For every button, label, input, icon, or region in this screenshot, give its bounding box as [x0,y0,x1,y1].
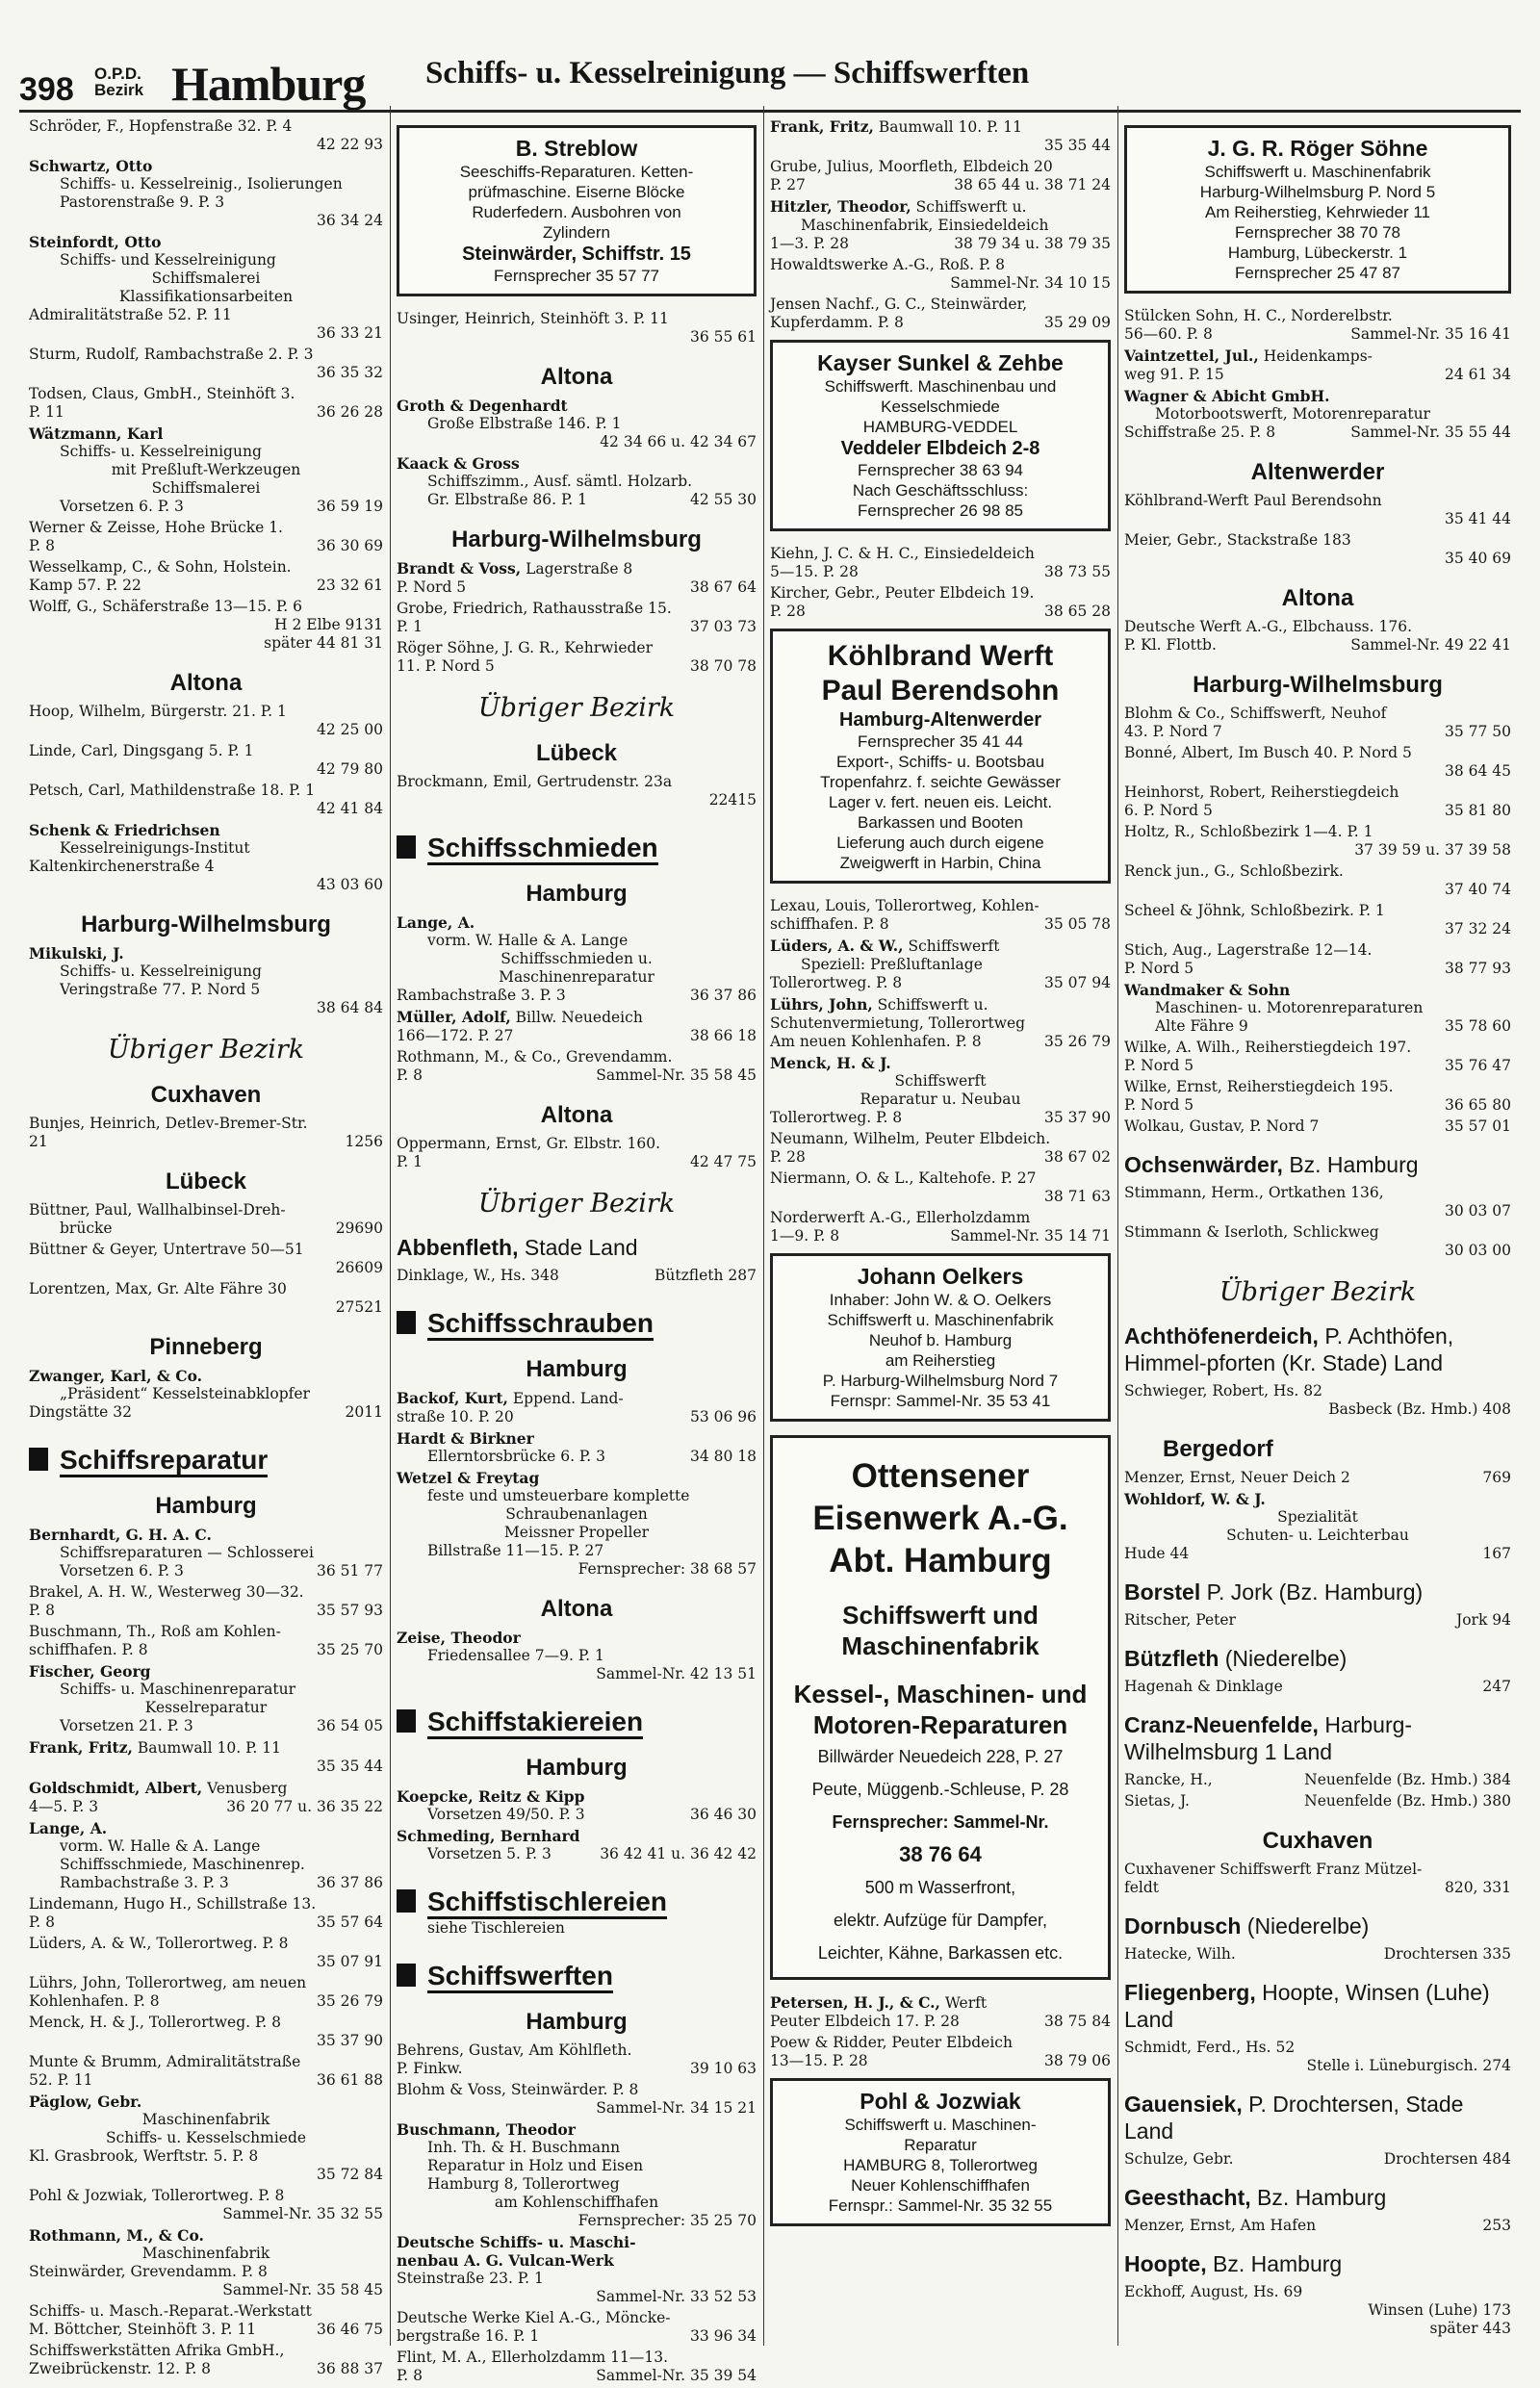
listing-entry: Kircher, Gebr., Peuter Elbdeich 19. P. 28 38 65 28 [770,584,1111,620]
listing-entry: Päglow, Gebr. Maschinenfabrik Schiffs- u. Kesselschmiede Kl. Grasbrook, Werftstr. 5. P. 8 35 72 84 [29,2093,383,2183]
advertisement-roeger-soehne: J. G. R. Röger Söhne Schiffswerft u. Maschinenfabrik Harburg-Wilhelmsburg P. Nord 5 Am Reiherstieg, Kehrwieder 11 Fernsprecher 38 70 78 Hamburg, Lübeckerstr. 1 Fernsprecher 25 47 87 [1124,125,1511,294]
listing-entry: Rothmann, M., & Co., Grevendamm. P. 8 Sammel-Nr. 35 58 45 [397,1048,757,1084]
category-heading: Schiffsschrauben [397,1308,757,1339]
listing-entry: Schröder, F., Hopfenstraße 32. P. 4 42 22 93 [29,117,383,153]
listing-entry: Koepcke, Reitz & Kipp Vorsetzen 49/50. P. 3 36 46 30 [397,1787,757,1823]
listing-entry: Sietas, J. Neuenfelde (Bz. Hmb.) 380 [1124,1792,1511,1810]
square-bullet-icon [29,1448,48,1471]
listing-entry: Zwanger, Karl, & Co. „Präsident“ Kesselsteinabklopfer Dingstätte 32 2011 [29,1367,383,1421]
opd-label: O.P.D. [94,64,141,83]
listing-entry: Blohm & Co., Schiffswerft, Neuhof 43. P. Nord 7 35 77 50 [1124,705,1511,740]
listing-entry: Wolff, G., Schäferstraße 13—15. P. 6 H 2 Elbe 9131 später 44 81 31 [29,598,383,652]
bezirk-label: Bezirk [94,81,144,99]
listing-entry: Petsch, Carl, Mathildenstraße 18. P. 1 42 41 84 [29,782,383,817]
column-1 [29,117,383,2381]
place-heading: Altona [169,670,243,696]
listing-entry: Hardt & Birkner Ellerntorsbrücke 6. P. 3 34 80 18 [397,1429,757,1465]
listing-entry: Eckhoff, August, Hs. 69 Winsen (Luhe) 173 später 443 [1124,2283,1511,2337]
listing-entry: Renck jun., G., Schloßbezirk. 37 40 74 [1124,862,1511,898]
place-heading: Altona [1281,585,1354,611]
listing-entry: Goldschmidt, Albert, Venusberg 4—5. P. 3 36 20 77 u. 36 35 22 [29,1779,383,1815]
listing-entry: Lindemann, Hugo H., Schillstraße 13. P. 8 35 57 64 [29,1895,383,1931]
listing-entry: Schiffswerkstätten Afrika GmbH., Zweibrückenstr. 12. P. 8 36 88 37 [29,2342,383,2377]
place-heading: Dornbusch (Niederelbe) [1124,1913,1370,1939]
square-bullet-icon [397,1311,416,1334]
district-label [94,65,143,98]
listing-entry: Menzer, Ernst, Am Hafen 253 [1124,2217,1511,2234]
listing-entry: Wilke, A. Wilh., Reiherstiegdeich 197. P. Nord 5 35 76 47 [1124,1039,1511,1074]
listing-entry: Fischer, Georg Schiffs- u. Maschinenreparatur Kesselreparatur Vorsetzen 21. P. 3 36 54 05 [29,1662,383,1734]
place-heading: Hamburg [526,881,628,907]
category-heading: Schiffsschmieden [397,833,757,863]
listing-entry: Stich, Aug., Lagerstraße 12—14. P. Nord 5 38 77 93 [1124,941,1511,977]
category-heading: Schiffsreparatur [29,1445,383,1476]
listing-entry: Grube, Julius, Moorfleth, Elbdeich 20 P. 27 38 65 44 u. 38 71 24 [770,158,1111,193]
listing-entry: Schwieger, Robert, Hs. 82 Basbeck (Bz. Hmb.) 408 [1124,1382,1511,1418]
listing-entry: Blohm & Voss, Steinwärder. P. 8 Sammel-Nr. 34 15 21 [397,2081,757,2117]
listing-entry: Meier, Gebr., Stackstraße 183 35 40 69 [1124,531,1511,567]
listing-entry: Rancke, H., Neuenfelde (Bz. Hmb.) 384 [1124,1771,1511,1788]
column-4 [1124,117,1511,2341]
listing-entry: Petersen, H. J., & C., Werft Peuter Elbdeich 17. P. 28 38 75 84 [770,1993,1111,2030]
place-heading: Geesthacht, Bz. Hamburg [1124,2185,1387,2210]
place-heading: Altenwerder [1250,459,1385,485]
region-heading: Übriger Bezirk [1219,1277,1417,1307]
listing-entry: Büttner & Geyer, Untertrave 50—51 26609 [29,1241,383,1276]
listing-entry: Jensen Nachf., G. C., Steinwärder, Kupferdamm. P. 8 35 29 09 [770,295,1111,331]
listing-entry: Menck, H. & J., Tollerortweg. P. 8 35 37 90 [29,2014,383,2049]
place-heading: Altona [540,1102,613,1128]
place-heading: Pinneberg [149,1334,263,1360]
listing-entry: Stimmann & Iserloth, Schlickweg 30 03 00 [1124,1223,1511,1259]
city-title: Hamburg [171,57,366,111]
category-heading: Schiffstakiereien [397,1707,757,1737]
listing-entry: Bunjes, Heinrich, Detlev-Bremer-Str. 21 1256 [29,1115,383,1150]
listing-entry: Werner & Zeisse, Hohe Brücke 1. P. 8 36 30 69 [29,519,383,554]
place-heading: Borstel P. Jork (Bz. Hamburg) [1124,1579,1424,1605]
place-heading: Achthöfenerdeich, P. Achthöfen, Himmel-pforten (Kr. Stade) Land [1124,1323,1454,1375]
listing-entry: Grobe, Friedrich, Rathausstraße 15. P. 1 37 03 73 [397,600,757,635]
listing-entry: Stülcken Sohn, H. C., Norderelbstr. 56—60. P. 8 Sammel-Nr. 35 16 41 [1124,307,1511,343]
advertisement-streblow: B. Streblow Seeschiffs-Reparaturen. Ketten- prüfmaschine. Eiserne Blöcke Ruderfedern. Ausbohren von Zylindern Steinwärder, Schiffstr. 15 Fernsprecher 35 57 77 [397,125,757,296]
place-heading: Hoopte, Bz. Hamburg [1124,2251,1343,2276]
listing-entry: Hagenah & Dinklage 247 [1124,1678,1511,1695]
square-bullet-icon [397,1889,416,1913]
advertisement-ottensener-eisenwerk: Ottensener Eisenwerk A.-G. Abt. Hamburg Schiffswerft und Maschinenfabrik Kessel-, Maschinen- und Motoren-Reparaturen Billwärder Neuedeich 228, P. 27 Peute, Müggenb.-Schleuse, P. 28 Fernsprecher: Sammel-Nr. 38 76 64 500 m Wasserfront, elektr. Aufzüge für Dampfer, Leichter, Kähne, Barkassen etc. [770,1435,1111,1980]
listing-entry: Schulze, Gebr. Drochtersen 484 [1124,2150,1511,2168]
listing-entry: Köhlbrand-Werft Paul Berendsohn 35 41 44 [1124,492,1511,527]
listing-entry: Wetzel & Freytag feste und umsteuerbare komplette Schraubenanlagen Meissner Propeller Billstraße 11—15. P. 27 Fernsprecher: 38 68 57 [397,1469,757,1578]
listing-entry: Heinhorst, Robert, Reiherstiegdeich 6. P. Nord 5 35 81 80 [1124,783,1511,819]
place-heading: Harburg-Wilhelmsburg [81,912,331,937]
page-number: 398 [19,71,74,108]
listing-entry: Wesselkamp, C., & Sohn, Holstein. Kamp 57. P. 22 23 32 61 [29,558,383,594]
advertisement-johann-oelkers: Johann Oelkers Inhaber: John W. & O. Oelkers Schiffswerft u. Maschinenfabrik Neuhof b. Hamburg am Reiherstieg P. Harburg-Wilhelmsburg Nord 7 Fernspr: Sammel-Nr. 35 53 41 [770,1253,1111,1422]
place-heading: Harburg-Wilhelmsburg [1193,672,1443,698]
listing-entry: Büttner, Paul, Wallhalbinsel-Dreh- brücke 29690 [29,1201,383,1237]
listing-entry: Behrens, Gustav, Am Köhlfleth. P. Finkw. 39 10 63 [397,2041,757,2077]
page-header [19,50,1521,113]
listing-entry: Wilke, Ernst, Reiherstiegdeich 195. P. Nord 5 36 65 80 [1124,1078,1511,1114]
listing-entry: Rothmann, M., & Co. Maschinenfabrik Steinwärder, Grevendamm. P. 8 Sammel-Nr. 35 58 45 [29,2226,383,2298]
listing-entry: Wagner & Abicht GmbH. Motorbootswerft, Motorenreparatur Schiffstraße 25. P. 8 Sammel-Nr. 35 55 44 [1124,387,1511,441]
listing-entry: Cuxhavener Schiffswerft Franz Mützel- feldt 820, 331 [1124,1861,1511,1896]
listing-entry: Munte & Brumm, Admiralitätstraße 52. P. 11 36 61 88 [29,2053,383,2089]
cross-reference: siehe Tischlereien [427,1919,565,1937]
listing-entry: Vaintzettel, Jul., Heidenkamps- weg 91. P. 15 24 61 34 [1124,347,1511,383]
listing-entry: Neumann, Wilhelm, Peuter Elbdeich. P. 28 38 67 02 [770,1130,1111,1166]
place-heading: Harburg-Wilhelmsburg [451,526,702,552]
region-heading: Übriger Bezirk [477,1189,676,1219]
listing-entry: Deutsche Werke Kiel A.-G., Möncke- bergstraße 16. P. 1 33 96 34 [397,2309,757,2345]
square-bullet-icon [397,835,416,859]
place-heading: Ochsenwärder, Bz. Hamburg [1124,1152,1419,1177]
listing-entry: Steinfordt, Otto Schiffs- und Kesselreinigung Schiffsmalerei Klassifikationsarbeiten Admiralitätstraße 52. P. 11 36 33 21 [29,233,383,342]
listing-entry: Lexau, Louis, Tollerortweg, Kohlen- schiffhafen. P. 8 35 05 78 [770,897,1111,933]
listing-entry: Lührs, John, Schiffswerft u. Schutenvermietung, Tollerortweg Am neuen Kohlenhafen. P. 8 35 26 79 [770,995,1111,1050]
listing-entry: Brockmann, Emil, Gertrudenstr. 23a 22415 [397,773,757,809]
section-title: Schiffs- u. Kesselreinigung — Schiffswerften [425,56,1030,90]
listing-entry: Deutsche Schiffs- u. Maschi- nenbau A. G. Vulcan-Werk Steinstraße 23. P. 1 Sammel-Nr. 33 52 53 [397,2233,757,2305]
listing-entry: Lange, A. vorm. W. Halle & A. Lange Schiffsschmieden u. Maschinenreparatur Rambachstraße 3. P. 3 36 37 86 [397,913,757,1004]
listing-entry: Frank, Fritz, Baumwall 10. P. 11 35 35 44 [29,1738,383,1775]
listing-entry: Howaldtswerke A.-G., Roß. P. 8 Sammel-Nr. 34 10 15 [770,256,1111,292]
listing-entry: Schmidt, Ferd., Hs. 52 Stelle i. Lüneburgisch. 274 [1124,2039,1511,2074]
listing-entry: Schenk & Friedrichsen Kesselreinigungs-Institut Kaltenkirchenerstraße 4 43 03 60 [29,821,383,893]
column-divider [1117,106,1118,2346]
listing-entry: Stimmann, Herm., Ortkathen 136, 30 03 07 [1124,1184,1511,1220]
listing-entry: Lüders, A. & W., Tollerortweg. P. 8 35 07 91 [29,1935,383,1970]
listing-entry: Sturm, Rudolf, Rambachstraße 2. P. 3 36 35 32 [29,346,383,381]
region-heading: Übriger Bezirk [107,1035,305,1065]
place-heading: Altona [540,364,613,390]
listing-entry: Schiffs- u. Masch.-Reparat.-Werkstatt M. Böttcher, Steinhöft 3. P. 11 36 46 75 [29,2302,383,2338]
listing-entry: Wolkau, Gustav, P. Nord 7 35 57 01 [1124,1117,1511,1135]
place-heading: Hamburg [526,1755,628,1781]
category-heading: Schiffstischlereien [397,1887,757,1917]
place-heading: Abbenfleth, Stade Land [397,1235,638,1260]
advertisement-kayser-sunkel-zehbe: Kayser Sunkel & Zehbe Schiffswerft. Maschinenbau und Kesselschmiede HAMBURG-VEDDEL Veddeler Elbdeich 2-8 Fernsprecher 38 63 94 Nach Geschäftsschluss: Fernsprecher 26 98 85 [770,340,1111,531]
listing-entry: Usinger, Heinrich, Steinhöft 3. P. 11 36 55 61 [397,310,757,346]
listing-entry: Bernhardt, G. H. A. C. Schiffsreparaturen — Schlosserei Vorsetzen 6. P. 3 36 51 77 [29,1526,383,1579]
place-heading: Cuxhaven [1262,1828,1373,1854]
column-divider [390,106,391,2346]
listing-entry: Wätzmann, Karl Schiffs- u. Kesselreinigung mit Preßluft-Werkzeugen Schiffsmalerei Vorsetzen 6. P. 3 36 59 19 [29,424,383,515]
category-heading: Schiffswerften [397,1961,757,1991]
listing-entry: Hoop, Wilhelm, Bürgerstr. 21. P. 1 42 25 00 [29,703,383,738]
place-heading: Altona [540,1596,613,1622]
listing-entry: Menck, H. & J. Schiffswerft Reparatur u. Neubau Tollerortweg. P. 8 35 37 90 [770,1054,1111,1126]
listing-entry: Kaack & Gross Schiffszimm., Ausf. sämtl. Holzarb. Gr. Elbstraße 86. P. 1 42 55 30 [397,454,757,508]
listing-entry: Oppermann, Ernst, Gr. Elbstr. 160. P. 1 42 47 75 [397,1135,757,1170]
listing-entry: Ritscher, Peter Jork 94 [1124,1611,1511,1629]
region-heading: Übriger Bezirk [477,693,676,723]
place-heading: Lübeck [535,740,618,766]
listing-entry: Scheel & Jöhnk, Schloßbezirk. P. 1 37 32 24 [1124,902,1511,937]
listing-entry: Menzer, Ernst, Neuer Deich 2 769 [1124,1469,1511,1486]
listing-entry: Deutsche Werft A.-G., Elbchauss. 176. P. Kl. Flottb. Sammel-Nr. 49 22 41 [1124,618,1511,654]
place-heading: Hamburg [526,1356,628,1382]
advertisement-pohl-jozwiak: Pohl & Jozwiak Schiffswerft u. Maschinen- Reparatur HAMBURG 8, Tollerortweg Neuer Kohlenschiffhafen Fernspr.: Sammel-Nr. 35 32 55 [770,2078,1111,2226]
place-heading: Cuxhaven [150,1082,262,1108]
listing-entry: Norderwerft A.-G., Ellerholzdamm 1—9. P. 8 Sammel-Nr. 35 14 71 [770,1209,1111,1245]
listing-entry: Kiehn, J. C. & H. C., Einsiedeldeich 5—15. P. 28 38 73 55 [770,545,1111,580]
listing-entry: Lorentzen, Max, Gr. Alte Fähre 30 27521 [29,1280,383,1316]
listing-entry: Bonné, Albert, Im Busch 40. P. Nord 5 38 64 45 [1124,744,1511,780]
listing-entry: Pohl & Jozwiak, Tollerortweg. P. 8 Sammel-Nr. 35 32 55 [29,2187,383,2222]
place-heading: Fliegenberg, Hoopte, Winsen (Luhe) Land [1124,1980,1490,2032]
listing-entry: Zeise, Theodor Friedensallee 7—9. P. 1 Sammel-Nr. 42 13 51 [397,1629,757,1682]
listing-entry: Hitzler, Theodor, Schiffswerft u. Maschinenfabrik, Einsiedeldeich 1—3. P. 28 38 79 34 u. 38 79 35 [770,197,1111,252]
listing-entry: Groth & Degenhardt Große Elbstraße 146. P. 1 42 34 66 u. 42 34 67 [397,397,757,450]
listing-entry: Todsen, Claus, GmbH., Steinhöft 3. P. 11 36 26 28 [29,385,383,421]
place-heading: Gauensiek, P. Drochtersen, Stade Land [1124,2092,1464,2144]
column-2 [397,117,757,2388]
listing-entry: Lange, A. vorm. W. Halle & A. Lange Schiffsschmiede, Maschinenrep. Rambachstraße 3. P. 3 36 37 86 [29,1819,383,1891]
listing-entry: Poew & Ridder, Peuter Elbdeich 13—15. P. 28 38 79 06 [770,2034,1111,2069]
place-heading: Lübeck [165,1168,247,1194]
listing-entry: Wohldorf, W. & J. Spezialität Schuten- u. Leichterbau Hude 44 167 [1124,1490,1511,1562]
listing-entry: Lührs, John, Tollerortweg, am neuen Kohlenhafen. P. 8 35 26 79 [29,1974,383,2010]
place-heading: Hamburg [155,1493,257,1519]
advertisement-koehlbrand-werft: Köhlbrand Werft Paul Berendsohn Hamburg-Altenwerder Fernsprecher 35 41 44 Export-, Schiffs- u. Bootsbau Tropenfahrz. f. seichte Gewässer Lager v. fert. neuen eis. Leicht. Barkassen und Booten Lieferung auch durch eigene Zweigwerft in Harbin, China [770,629,1111,884]
listing-entry: Brandt & Voss, Lagerstraße 8 P. Nord 5 38 67 64 [397,559,757,596]
listing-entry: Frank, Fritz, Baumwall 10. P. 11 35 35 44 [770,117,1111,154]
place-heading: Bergedorf [1163,1436,1273,1462]
listing-entry: Backof, Kurt, Eppend. Land- straße 10. P. 20 53 06 96 [397,1389,757,1425]
listing-entry: Linde, Carl, Dingsgang 5. P. 1 42 79 80 [29,742,383,778]
listing-entry: Flint, M. A., Ellerholzdamm 11—13. P. 8 Sammel-Nr. 35 39 54 [397,2349,757,2384]
listing-entry: Wandmaker & Sohn Maschinen- u. Motorenreparaturen Alte Fähre 9 35 78 60 [1124,981,1511,1035]
square-bullet-icon [397,1709,416,1733]
listing-entry: Buschmann, Th., Roß am Kohlen- schiffhafen. P. 8 35 25 70 [29,1623,383,1658]
place-heading: Hamburg [526,2009,628,2035]
column-divider [763,106,764,2346]
square-bullet-icon [397,1964,416,1987]
place-heading: Cranz-Neuenfelde, Harburg-Wilhelmsburg 1 Land [1124,1712,1413,1764]
listing-entry: Brakel, A. H. W., Westerweg 30—32. P. 8 35 57 93 [29,1583,383,1619]
listing-entry: Mikulski, J. Schiffs- u. Kesselreinigung Veringstraße 77. P. Nord 5 38 64 84 [29,944,383,1016]
listing-entry: Dinklage, W., Hs. 348 Bützfleth 287 [397,1267,757,1284]
listing-entry: Lüders, A. & W., Schiffswerft Speziell: Preßluftanlage Tollerortweg. P. 8 35 07 94 [770,937,1111,991]
listing-entry: Röger Söhne, J. G. R., Kehrwieder 11. P. Nord 5 38 70 78 [397,639,757,675]
listing-entry: Hatecke, Wilh. Drochtersen 335 [1124,1945,1511,1963]
listing-entry: Niermann, O. & L., Kaltehofe. P. 27 38 71 63 [770,1169,1111,1205]
listing-entry: Holtz, R., Schloßbezirk 1—4. P. 1 37 39 59 u. 37 39 58 [1124,823,1511,859]
listing-entry: Schmeding, Bernhard Vorsetzen 5. P. 3 36 42 41 u. 36 42 42 [397,1827,757,1862]
listing-entry: Schwartz, Otto Schiffs- u. Kesselreinig., Isolierungen Pastorenstraße 9. P. 3 36 34 24 [29,157,383,229]
place-heading: Bützfleth (Niederelbe) [1124,1646,1348,1671]
column-3 [770,117,1111,2240]
listing-entry: Buschmann, Theodor Inh. Th. & H. Buschmann Reparatur in Holz und Eisen Hamburg 8, Tollerortweg am Kohlenschiffhafen Fernsprecher: 35 25 70 [397,2120,757,2229]
listing-entry: Müller, Adolf, Billw. Neuedeich 166—172. P. 27 38 66 18 [397,1008,757,1044]
